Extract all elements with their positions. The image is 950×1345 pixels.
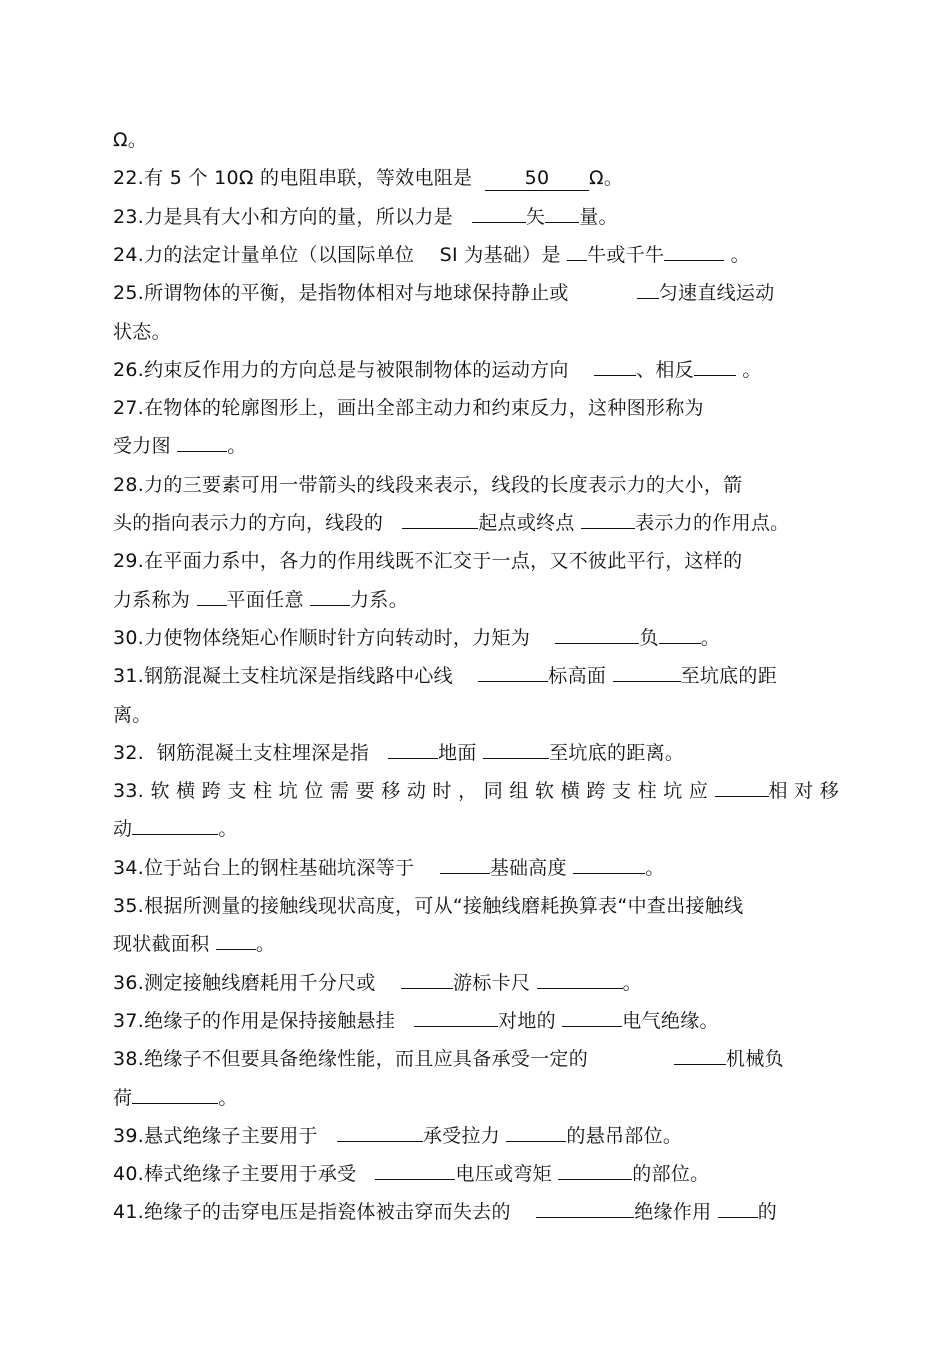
answer-blank <box>478 681 548 682</box>
line-text: 36.测定接触线磨耗用千分尺或 <box>113 972 402 994</box>
line-text: 游标卡尺 <box>453 972 537 994</box>
line-text: 25.所谓物体的平衡，是指物体相对与地球保持静止或 <box>113 282 569 304</box>
answer-blank <box>537 988 623 989</box>
answer-blank <box>581 528 635 529</box>
line-text: 量。 <box>579 206 618 228</box>
text-line <box>113 623 720 653</box>
line-text: 的悬吊部位。 <box>566 1125 683 1147</box>
line-text: 电气绝缘。 <box>622 1010 719 1032</box>
text-line <box>113 202 618 232</box>
answer-blank <box>694 375 736 376</box>
line-text: 。 <box>622 972 642 994</box>
line-text: 32. 钢筋混凝土支柱埋深是指 <box>113 742 389 764</box>
line-text: 、相反 <box>636 359 694 381</box>
answer-blank <box>555 643 639 644</box>
line-text: 。 <box>218 1087 238 1109</box>
text-line <box>113 393 704 423</box>
line-text: 状态。 <box>113 321 171 343</box>
line-text: 。 <box>255 933 276 955</box>
line-text: 。 <box>218 818 238 840</box>
line-text: 受力图 <box>113 435 178 457</box>
answer-blank <box>483 758 549 759</box>
line-text: 。 <box>724 244 750 266</box>
line-text: 荷 <box>113 1087 133 1109</box>
text-line <box>113 125 147 155</box>
answer-blank <box>177 451 227 452</box>
text-line <box>113 163 623 193</box>
line-text: 对地的 <box>498 1010 563 1032</box>
line-text: 至坑底的距离。 <box>549 742 685 764</box>
line-text: 相 对 移 <box>768 780 840 802</box>
line-text: 29.在平面力系中，各力的作用线既不汇交于一点，又不彼此平行，这样的 <box>113 550 743 572</box>
answer-blank <box>545 222 579 223</box>
text-line <box>113 1044 784 1074</box>
answer-blank <box>613 681 681 682</box>
answer-blank <box>573 873 645 874</box>
line-text: 的 <box>757 1201 778 1223</box>
line-text: 起点或终点 <box>478 512 582 534</box>
text-line <box>113 1197 777 1227</box>
text-line <box>113 1006 719 1036</box>
line-text: 离。 <box>113 704 152 726</box>
line-text: 23.力是具有大小和方向的量，所以力是 <box>113 206 472 228</box>
line-text: 机械负 <box>726 1048 784 1070</box>
answer-blank <box>132 1103 218 1104</box>
line-text: 28.力的三要素可用一带箭头的线段来表示，线段的长度表示力的大小，箭 <box>113 474 743 496</box>
line-text: 至坑底的距 <box>680 665 778 687</box>
answer-blank <box>718 1217 758 1218</box>
answer-blank <box>594 375 636 376</box>
line-text: 33. 软 横 跨 支 柱 坑 位 需 要 移 动 时 ， 同 组 软 横 跨 支 柱 坑 应 <box>113 780 715 802</box>
text-line <box>113 355 762 385</box>
line-text: 35.根据所测量的接触线现状高度，可从“接触线磨耗换算表“中查出接触线 <box>113 895 744 917</box>
text-line <box>113 929 275 959</box>
line-text: 承受拉力 <box>422 1125 507 1147</box>
answer-blank <box>506 1141 566 1142</box>
answer-blank <box>637 298 659 299</box>
line-text: 39.悬式绝缘子主要用于 <box>113 1125 337 1147</box>
line-text: 动 <box>113 818 133 840</box>
line-text: 电压或弯矩 <box>455 1163 559 1185</box>
line-text: 的部位。 <box>632 1163 710 1185</box>
line-text: 地面 <box>438 742 484 764</box>
line-text: 牛或千牛 <box>587 244 665 266</box>
text-line <box>113 891 743 921</box>
answer-blank <box>401 988 453 989</box>
answer-blank <box>388 758 438 759</box>
text-line <box>113 431 247 461</box>
line-text: 38.绝缘子不但要具备绝缘性能，而且应具备承受一定的 <box>113 1048 589 1070</box>
answer-blank <box>414 1026 498 1027</box>
line-text: Ω。 <box>113 129 148 151</box>
line-text: 31.钢筋混凝土支柱坑深是指线路中心线 <box>113 665 479 687</box>
text-line <box>113 853 665 883</box>
line-text: 26.约束反作用力的方向总是与被限制物体的运动方向 <box>113 359 595 381</box>
text-line <box>113 968 642 998</box>
line-text: 头的指向表示力的方向，线段的 <box>113 512 403 534</box>
line-text: 34.位于站台上的钢柱基础坑深等于 <box>113 857 440 879</box>
line-text: 矢 <box>525 206 546 228</box>
line-text: 24.力的法定计量单位（以国际单位 SI 为基础）是 <box>113 244 568 266</box>
line-text: 。 <box>645 857 665 879</box>
line-text: 22.有 5 个 10Ω 的电阻串联，等效电阻是 <box>113 167 486 189</box>
line-text: Ω。 <box>589 167 624 189</box>
line-text: 。 <box>700 627 721 649</box>
text-line <box>113 470 742 500</box>
line-text: 27.在物体的轮廓图形上，画出全部主动力和约束反力，这种图形称为 <box>113 397 704 419</box>
answer-blank <box>664 260 724 261</box>
answer-blank <box>558 1179 632 1180</box>
answer-blank <box>337 1141 423 1142</box>
line-text: 绝缘作用 <box>634 1201 718 1223</box>
text-line <box>113 1083 238 1113</box>
text-line <box>113 700 152 730</box>
line-text: 41.绝缘子的击穿电压是指瓷体被击穿而失去的 <box>113 1201 537 1223</box>
line-text: 平面任意 <box>226 589 311 611</box>
answer-blank <box>715 796 769 797</box>
text-line <box>113 546 742 576</box>
answer-blank <box>674 1064 726 1065</box>
text-line <box>113 661 777 691</box>
answer-blank <box>216 949 256 950</box>
line-text: 表示力的作用点。 <box>635 512 790 534</box>
line-text: 现状截面积 <box>113 933 216 955</box>
text-line <box>113 585 408 615</box>
line-text: 力系。 <box>350 589 408 611</box>
answer-blank: 50 <box>485 166 589 191</box>
answer-blank <box>440 873 490 874</box>
text-line <box>113 1121 682 1151</box>
line-text: 匀速直线运动 <box>658 282 775 304</box>
line-text: 。 <box>735 359 762 381</box>
answer-blank <box>132 834 218 835</box>
answer-blank <box>375 1179 455 1180</box>
answer-blank <box>197 605 227 606</box>
answer-blank <box>567 260 587 261</box>
text-line <box>113 278 775 308</box>
text-line <box>113 1159 709 1189</box>
line-text: 基础高度 <box>489 857 574 879</box>
answer-blank <box>472 222 526 223</box>
line-text: 力系称为 <box>113 589 197 611</box>
text-line <box>113 738 684 768</box>
text-line <box>113 508 789 538</box>
answer-blank <box>562 1026 622 1027</box>
text-line <box>113 814 238 844</box>
text-line <box>113 317 171 347</box>
answer-blank <box>536 1217 634 1218</box>
answer-blank <box>659 643 701 644</box>
line-text: 负 <box>639 627 659 649</box>
line-text: 30.力使物体绕矩心作顺时针方向转动时，力矩为 <box>113 627 556 649</box>
text-line <box>113 776 839 806</box>
line-text: 。 <box>227 435 247 457</box>
line-text: 37.绝缘子的作用是保持接触悬挂 <box>113 1010 415 1032</box>
text-line <box>113 240 750 270</box>
line-text: 40.棒式绝缘子主要用于承受 <box>113 1163 376 1185</box>
answer-blank <box>310 605 350 606</box>
line-text: 标高面 <box>548 665 613 687</box>
answer-blank <box>402 528 478 529</box>
